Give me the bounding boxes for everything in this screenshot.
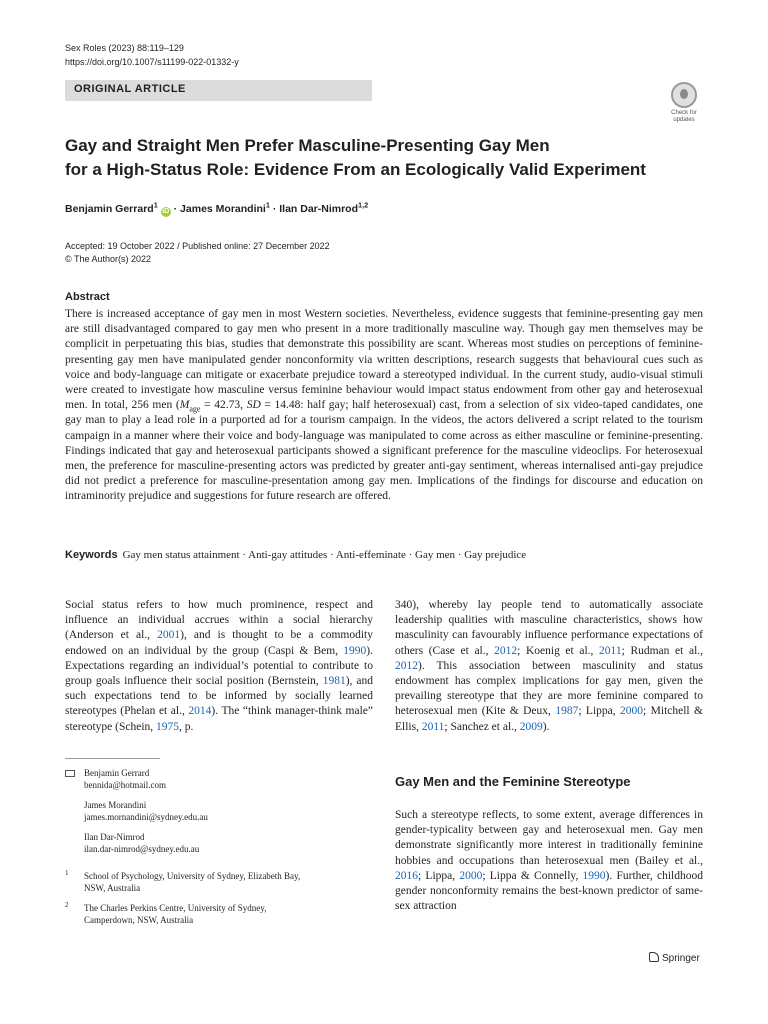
email-link[interactable]: bennida@hotmail.com	[84, 780, 167, 790]
publisher-name: Springer	[662, 953, 700, 964]
citation-link[interactable]: 2011	[421, 720, 445, 733]
doi-link[interactable]: https://doi.org/10.1007/s11199-022-01332-y	[65, 57, 239, 67]
contact-entry: Benjamin Gerrard bennida@hotmail.com	[84, 768, 167, 790]
article-type-label: ORIGINAL ARTICLE	[74, 83, 186, 95]
email-link[interactable]: james.mornandini@sydney.edu.au	[84, 812, 208, 822]
author-list: Benjamin Gerrard$^1$ iD · James Morandini$^1$ · Ilan Dar-Nimrod$^{1,2}$	[65, 200, 369, 215]
citation-link[interactable]: 2011	[599, 644, 622, 657]
citation-link[interactable]: 2009	[519, 720, 543, 733]
abstract-body: There is increased acceptance of gay men in most Western societies. Nevertheless, evidence suggests that feminine-presenting gay men are still disadvantaged compared to gay men who present in a more traditionally masculine way. Though gay men themselves may be complicit in perpetuating this bias, studies that demonstrate this possibility are scant. Whereas most studies on perceptions of feminine-presenting gay men have manipulated gender nonconformity via written descriptions, research suggests that behavioural cues such as voice and body-language can mitigate or exacerbate prejudice toward a stereotyped individual. In the current study, audio-visual stimuli were created to investigate how masculine versus feminine behaviour would impact status endowment from other gay and heterosexual men. In total, 256 men ($M_{age} = 42.73$, SD = 14.48: half gay; half heterosexual) cast, from a selection of six video-taped candidates, one gay man to play a lead role in a purported ad for a tourism campaign. In the videos, the actors delivered a script related to the tourism campaign in a manner where their voice and body-language was manipulated to come across as either masculine or feminine-presenting. Findings indicated that gay and heterosexual participants showed a significant preference for the masculine videoclips. For heterosexual men, the preference for masculine-presenting actors was predicted by greater anti-gay sentiment, whereas internalised anti-gay prejudice did not predict a preference for masculine-presentation among gay men. Implications of the findings for discourse and education on intraminority prejudice and suggestions for future research are offered.	[65, 308, 703, 503]
section-heading: Gay Men and the Feminine Stereotype	[395, 774, 631, 789]
affiliation-number: 1	[65, 869, 69, 877]
citation-link[interactable]: 1981	[322, 675, 346, 688]
body-text-right-section: Such a stereotype reflects, to some extent, average differences in gender-typicality between gay and heterosexual men. Gay men demonstrate significantly more interest in traditionally feminine hobbies and occupations than heterosexual men (Bailey et al., 2016; Lippa, 2000; Lippa & Connelly, 1990). Further, childhood gender nonconformity remains the best-known predictor of same-sex attraction	[395, 809, 703, 913]
journal-info	[65, 41, 239, 69]
contact-entry: Ilan Dar-Nimrod ilan.dar-nimrod@sydney.edu.au	[84, 832, 200, 854]
citation-link[interactable]: 1990	[343, 644, 367, 657]
body-text-right: 340), whereby lay people tend to automatically associate leadership qualities with masculine characteristics, shows how masculinity can favourably influence performance expectations of others (Case et al., 2012; Koenig et al., 2011; Rudman et al., 2012). This association between masculinity and status endowment has complex implications for gay men, given the prevailing stereotype that they are more feminine compared to heterosexual men (Kite & Deux, 1987; Lippa, 2000; Mitchell & Ellis, 2011; Sanchez et al., 2009).	[395, 599, 704, 733]
citation-link[interactable]: 1975	[156, 720, 180, 733]
publication-dates: Accepted: 19 October 2022 / Published online: 27 December 2022 © The Author(s) 2022	[65, 241, 330, 264]
publisher-logo	[649, 952, 700, 964]
article-type-banner	[65, 80, 372, 101]
article-title: Gay and Straight Men Prefer Masculine-Presenting Gay Men for a High-Status Role: Evidence From an Ecologically Valid Experiment	[65, 136, 646, 179]
author-name[interactable]: · Ilan Dar-Nimrod	[269, 203, 359, 215]
affiliation: School of Psychology, University of Sydney, Elizabeth Bay, NSW, Australia	[84, 871, 301, 893]
citation-link[interactable]: 1990	[582, 869, 606, 882]
author-name[interactable]: · James Morandini	[170, 203, 266, 215]
keywords-list: Gay men status attainment · Anti-gay attitudes · Anti-effeminate · Gay men · Gay prejudice	[122, 549, 527, 561]
citation-link[interactable]: 2000	[620, 705, 644, 718]
citation-link[interactable]: 2001	[157, 629, 181, 642]
author-name[interactable]: Benjamin Gerrard	[65, 203, 154, 215]
orcid-icon[interactable]: iD	[162, 208, 170, 215]
abstract-heading: Abstract	[65, 291, 110, 303]
email-link[interactable]: ilan.dar-nimrod@sydney.edu.au	[84, 844, 200, 854]
citation-link[interactable]: 2016	[395, 869, 418, 882]
journal-citation: Sex Roles (2023) 88:119–129	[65, 43, 184, 53]
contact-entry: James Morandini james.mornandini@sydney.edu.au	[84, 800, 208, 822]
check-for-updates-badge[interactable]	[662, 82, 706, 126]
check-updates-icon	[671, 82, 697, 108]
body-text-left: Social status refers to how much prominence, respect and influence an individual accrues within a social hierarchy (Anderson et al., 2001), and is thought to be a commodity endowed on an individual by the group (Caspi & Bem, 1990). Expectations regarding an individual’s potential to contribute to group goals influence their social position (Bernstein, 1981), and such expectations tend to be informed by socially learned stereotypes (Phelan et al., 2014). The “think manager-think male” stereotype (Schein, 1975, p.	[65, 599, 374, 733]
check-updates-label: Check for updates	[671, 110, 697, 123]
affiliation: The Charles Perkins Centre, University of Sydney, Camperdown, NSW, Australia	[84, 903, 267, 925]
citation-link[interactable]: 2000	[459, 869, 483, 882]
footnote-divider	[65, 758, 160, 759]
citation-link[interactable]: 2014	[188, 705, 212, 718]
affiliation-number: 2	[65, 901, 69, 909]
envelope-icon	[65, 770, 75, 777]
keywords-label: Keywords	[65, 549, 118, 561]
keywords	[65, 549, 526, 561]
citation-link[interactable]: 1987	[555, 705, 579, 718]
springer-horse-icon	[649, 952, 659, 962]
citation-link[interactable]: 2012	[494, 644, 518, 657]
citation-link[interactable]: 2012	[395, 659, 418, 672]
